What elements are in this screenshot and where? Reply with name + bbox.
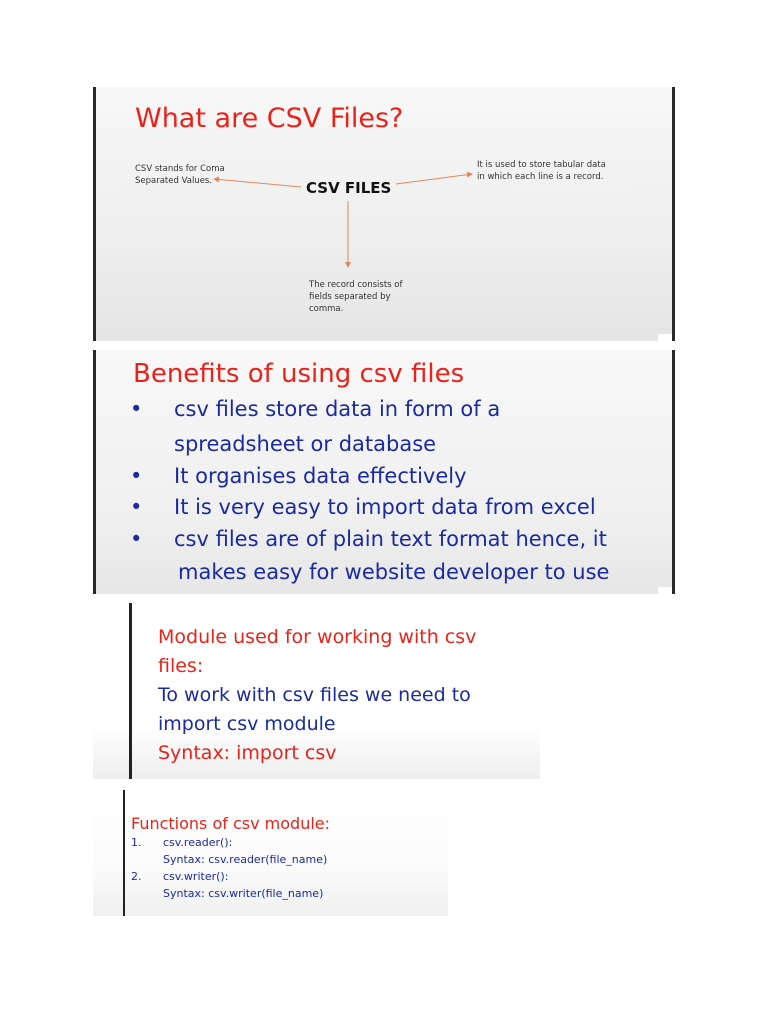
- bullet-text: spreadsheet or database: [174, 432, 437, 456]
- bullet-icon: •: [130, 464, 143, 488]
- bullet-icon: •: [130, 495, 143, 519]
- slide-corner-mark: [658, 334, 672, 341]
- function-syntax: Syntax: csv.reader(file_name): [163, 853, 328, 866]
- slide-module: [93, 603, 540, 779]
- center-label: CSV FILES: [306, 179, 392, 197]
- slide-left-border: [123, 790, 125, 916]
- left-note: CSV stands for Coma Separated Values.: [135, 164, 225, 186]
- arrow-to-right-note: [396, 174, 472, 184]
- slide-title: Benefits of using csv files: [133, 359, 465, 389]
- slide-benefits: [93, 350, 675, 594]
- bullet-text: It organises data effectively: [174, 464, 467, 488]
- bullet-text: makes easy for website developer to use: [178, 560, 610, 584]
- right-note: It is used to store tabular data in which each line is a record.: [477, 160, 606, 182]
- slide-title: Functions of csv module:: [131, 814, 331, 833]
- slide-corner-mark: [658, 587, 672, 594]
- bullet-icon: •: [130, 527, 143, 551]
- module-heading-line1: Module used for working with csv: [158, 626, 477, 648]
- function-name: csv.reader():: [163, 836, 233, 849]
- slide-title: What are CSV Files?: [135, 103, 404, 134]
- function-number: 1.: [131, 836, 142, 849]
- function-number: 2.: [131, 870, 142, 883]
- module-heading-line2: files:: [158, 655, 204, 677]
- module-body-line1: To work with csv files we need to: [158, 684, 471, 706]
- bottom-note: The record consists of fields separated by comma.: [309, 280, 403, 314]
- bullet-text: csv files store data in form of a: [174, 397, 501, 421]
- function-syntax: Syntax: csv.writer(file_name): [163, 887, 324, 900]
- slide-left-border: [129, 603, 132, 779]
- slide-what-are-csv-files: [93, 87, 675, 341]
- module-syntax: Syntax: import csv: [158, 742, 337, 764]
- slide-functions: [93, 790, 448, 916]
- module-body-line2: import csv module: [158, 713, 336, 735]
- bullet-text: It is very easy to import data from excel: [174, 495, 596, 519]
- bullet-icon: •: [130, 397, 143, 421]
- bullet-text: csv files are of plain text format hence, it: [174, 527, 607, 551]
- function-name: csv.writer():: [163, 870, 229, 883]
